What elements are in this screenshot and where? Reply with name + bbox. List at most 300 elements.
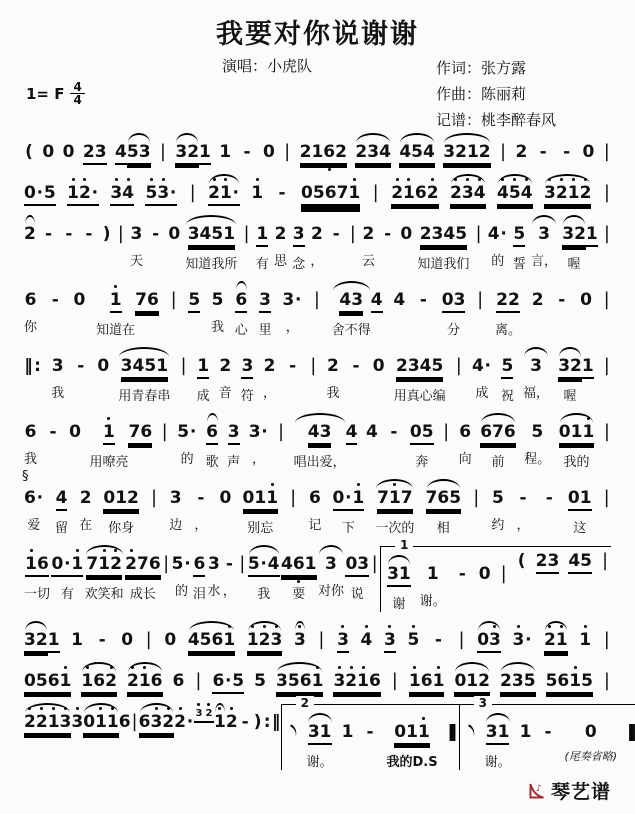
note-token xyxy=(447,711,457,742)
note-token xyxy=(292,213,305,272)
barline xyxy=(194,660,202,691)
note-token xyxy=(115,131,127,165)
note-digits: 0 1 2 xyxy=(103,488,139,511)
note-digits: | xyxy=(371,553,378,574)
lyric: 用嘹亮 xyxy=(89,455,129,470)
note-digits: 4 xyxy=(56,488,68,511)
note-token xyxy=(380,213,395,244)
note-token xyxy=(301,172,348,206)
note-digits: 4 3 xyxy=(339,290,363,313)
barline xyxy=(277,411,285,442)
note-token xyxy=(263,701,281,732)
note-token xyxy=(497,172,533,206)
note-digits: 2 3 4 xyxy=(450,183,486,206)
note-digits: 2 1 6 2 xyxy=(300,142,347,165)
note-digits: - xyxy=(51,290,59,310)
note-digits: 0 xyxy=(372,356,385,376)
note-token xyxy=(536,131,551,162)
note-digits: 1 xyxy=(251,183,264,203)
note-digits: - xyxy=(390,422,398,442)
note-digits: 3 1 xyxy=(308,722,332,745)
note-digits: - xyxy=(384,224,392,244)
note-token xyxy=(454,660,490,694)
note-digits: - xyxy=(434,630,442,650)
note-digits: ‖ : xyxy=(24,356,41,376)
lyric: 声 xyxy=(227,455,241,470)
note-token xyxy=(559,131,574,162)
note-digits: | xyxy=(500,563,507,584)
lyric: 我 xyxy=(24,452,38,467)
lyric: 分 xyxy=(447,323,461,338)
note-token xyxy=(263,131,275,162)
lyric: 成长 xyxy=(129,587,156,602)
time-signature xyxy=(70,81,84,106)
lyric: 舍不得 xyxy=(331,323,371,338)
lyric: 一次的 xyxy=(375,521,415,536)
note-digits: 2 1 xyxy=(544,630,568,653)
note-token xyxy=(177,411,197,467)
note-digits: 3 4 xyxy=(110,183,134,206)
logo-text: 琴艺谱 xyxy=(550,781,611,803)
note-group xyxy=(115,131,151,165)
note-digits: 4 3 xyxy=(308,422,332,445)
note-token xyxy=(532,279,544,310)
note-token xyxy=(450,172,486,206)
note-token xyxy=(22,469,44,533)
note-token xyxy=(24,279,37,335)
note-token xyxy=(199,131,211,165)
note-token xyxy=(24,213,36,244)
note-digits: | xyxy=(391,670,398,691)
key-signature xyxy=(26,81,85,106)
note-digits: 6 xyxy=(206,422,218,445)
note-token xyxy=(127,660,163,694)
note-token xyxy=(536,540,560,574)
note-token xyxy=(400,213,412,244)
lyric: 心 xyxy=(234,323,248,338)
note-digits: | xyxy=(603,141,610,162)
lyric: 约 xyxy=(491,518,505,533)
note-digits: 0 1 2 xyxy=(454,671,490,694)
volta-bracket xyxy=(281,696,459,770)
note-token xyxy=(193,543,206,602)
note-token xyxy=(523,345,549,401)
credit-right-column xyxy=(436,55,556,133)
note-token xyxy=(121,619,133,650)
note-digits: 2 · xyxy=(174,712,194,732)
note-digits: 1 xyxy=(519,722,532,742)
barline xyxy=(317,619,325,650)
note-token xyxy=(24,172,56,206)
note-digits: 6 3 2 xyxy=(139,712,175,735)
note-token xyxy=(348,172,360,206)
note-digits: 2 3 4 5 xyxy=(420,224,467,247)
note-digits: 3 xyxy=(530,356,542,376)
note-digits: 0 1 1 xyxy=(243,488,279,511)
note-digits: 1 xyxy=(579,630,592,650)
note-digits: 2 2 1 3 xyxy=(24,712,71,735)
note-digits: 1 xyxy=(582,356,594,379)
note-token xyxy=(513,619,533,650)
barline xyxy=(117,213,125,244)
note-token xyxy=(24,345,42,376)
note-digits: - xyxy=(152,224,160,244)
note-token xyxy=(394,345,446,404)
note-digits: 0 3 xyxy=(477,630,501,653)
lyric: 符 xyxy=(240,389,254,404)
page-title: 我要对你说谢谢 xyxy=(216,19,419,50)
note-token xyxy=(500,660,536,694)
note-digits: 3 2 1 6 xyxy=(333,671,380,694)
note-digits: | xyxy=(603,223,610,244)
note-token xyxy=(520,711,532,742)
note-token xyxy=(48,619,60,653)
note-digits: 4 6 1 xyxy=(281,554,317,577)
note-token xyxy=(580,279,592,310)
score-line xyxy=(24,411,611,470)
note-digits: 5 3 · xyxy=(145,183,177,206)
lyric: 向 xyxy=(458,452,472,467)
note-digits: 0 5 6 7 xyxy=(301,183,348,206)
lyric: ， xyxy=(194,518,208,533)
note-token xyxy=(175,131,199,165)
note-digits: | xyxy=(170,289,177,310)
note-token xyxy=(74,279,86,310)
transcriber: 记谱：桃李醉春风 xyxy=(436,111,557,129)
volta-label: 2 xyxy=(296,696,314,710)
volta-bracket xyxy=(380,538,611,612)
note-digits: - xyxy=(352,356,360,376)
note-digits: 5 xyxy=(211,290,224,310)
note-token xyxy=(342,711,354,742)
note-digits: 0 xyxy=(219,488,232,508)
note-token xyxy=(83,131,107,165)
lyric: 云 xyxy=(361,254,375,269)
note-digits: | xyxy=(603,355,610,376)
note-token xyxy=(568,477,592,536)
note-digits: 1 xyxy=(256,224,268,247)
lyric: 水 xyxy=(207,584,221,599)
barline xyxy=(603,131,611,162)
note-token xyxy=(24,701,71,735)
lyric: ， xyxy=(222,584,236,599)
note-token xyxy=(373,345,385,376)
note-digits: 2 xyxy=(274,224,287,244)
note-group xyxy=(89,411,152,470)
note-token xyxy=(495,279,521,338)
barline xyxy=(475,213,483,244)
note-digits: 5 xyxy=(501,356,513,379)
lyric: 对你 xyxy=(317,584,344,599)
note-digits: 5 xyxy=(188,290,200,313)
score-line xyxy=(24,696,635,770)
lyric: 的 xyxy=(491,254,505,269)
note-digits: | xyxy=(318,629,325,650)
lyric: 誓 xyxy=(512,257,526,272)
note-digits: 6 xyxy=(24,422,37,442)
note-token xyxy=(46,411,61,442)
lyric: 有 xyxy=(60,587,74,602)
lyric: 我 xyxy=(326,386,340,401)
note-digits: | xyxy=(310,355,317,376)
note-digits: | xyxy=(239,553,246,574)
lyric: 留 xyxy=(55,521,69,536)
note-token xyxy=(554,279,569,310)
note-digits: 3 xyxy=(169,488,182,508)
note-digits: 3 4 5 1 xyxy=(188,224,235,247)
barline xyxy=(603,345,611,376)
note-token xyxy=(544,619,568,653)
note-digits: 3 2 1 2 xyxy=(443,142,490,165)
note-token xyxy=(48,279,63,310)
note-digits: - xyxy=(197,488,205,508)
lyric: 知道在 xyxy=(96,323,136,338)
note-token xyxy=(386,411,401,442)
note-token xyxy=(110,172,134,206)
note-digits: - xyxy=(539,142,547,162)
note-token xyxy=(89,411,128,470)
lyric: 成 xyxy=(196,389,210,404)
note-digits: 0 5 xyxy=(410,422,434,445)
note-digits: ( xyxy=(517,551,526,571)
note-group xyxy=(562,213,598,272)
note-digits: 4 · xyxy=(487,224,507,244)
note-digits: 5 3 xyxy=(127,142,151,165)
note-digits: 0 xyxy=(62,142,75,162)
note-digits: 2 xyxy=(310,224,323,244)
note-token xyxy=(249,411,269,467)
note-token xyxy=(329,213,344,244)
note-digits: 0 xyxy=(168,224,181,244)
composer: 作曲：陈丽莉 xyxy=(436,85,527,103)
note-digits: | xyxy=(603,487,610,508)
note-token xyxy=(51,543,83,602)
note-token xyxy=(544,172,591,206)
note-digits: 2 1 6 2 xyxy=(391,183,438,206)
barline xyxy=(159,131,167,162)
key-label: 1= F xyxy=(26,84,65,103)
note-digits: 1 xyxy=(71,630,83,650)
note-digits: 0 xyxy=(121,630,134,650)
note-token xyxy=(472,345,492,401)
note-token xyxy=(443,131,490,165)
note-token xyxy=(300,131,347,165)
note-digits: 3 · xyxy=(512,630,532,650)
note-digits: 0 xyxy=(69,422,81,442)
note-token xyxy=(219,345,232,401)
note-token xyxy=(81,660,117,694)
note-digits: 2 xyxy=(263,356,276,376)
note-digits: | xyxy=(189,182,196,203)
note-token xyxy=(148,213,163,244)
note-token xyxy=(281,543,317,602)
note-digits: | xyxy=(458,629,465,650)
note-group xyxy=(294,411,358,470)
note-digits: - xyxy=(241,712,249,732)
note-token xyxy=(71,701,83,732)
note-digits: 6 xyxy=(24,290,37,310)
note-token xyxy=(41,213,56,244)
note-token xyxy=(333,477,365,536)
note-token xyxy=(426,477,462,536)
barline xyxy=(131,701,139,732)
note-digits: | xyxy=(145,629,152,650)
note-digits: 6 · xyxy=(24,488,44,508)
note-digits: 1 xyxy=(48,630,60,653)
note-digits: - xyxy=(366,722,374,742)
note-token xyxy=(517,540,527,571)
note-token xyxy=(240,131,255,162)
performer: 演唱：小虎队 xyxy=(222,57,313,75)
score-body xyxy=(22,131,635,770)
note-token xyxy=(391,172,438,206)
lyric: 下 xyxy=(341,521,355,536)
note-digits: - xyxy=(278,183,286,203)
note-digits: 1 2 · xyxy=(67,183,99,206)
note-digits: 3 xyxy=(325,554,337,574)
note-digits: | xyxy=(180,355,187,376)
note-digits: 3 · xyxy=(282,290,302,310)
note-token xyxy=(387,711,438,770)
note-digits: 0 xyxy=(478,564,491,584)
lyric: 的 xyxy=(180,452,194,467)
note-token xyxy=(513,213,526,272)
note-token xyxy=(194,701,214,727)
note-token xyxy=(174,701,194,732)
logo-note-icon: ♪ xyxy=(535,783,542,794)
note-digits: 1 xyxy=(219,142,232,162)
note-token xyxy=(355,131,391,165)
lyric: ， xyxy=(516,518,530,533)
lyric: 我 xyxy=(257,587,271,602)
lyric: 知道我们 xyxy=(417,257,470,272)
note-token xyxy=(431,619,446,650)
note-digits: | xyxy=(499,141,507,162)
note-digits: 1 xyxy=(103,422,115,445)
note-digits: - xyxy=(563,142,571,162)
note-digits: 1 6 2 xyxy=(81,671,117,694)
note-digits: 3 2 1 2 xyxy=(544,183,591,206)
note-digits: 3 xyxy=(293,224,305,247)
lyric: 谢。 xyxy=(419,594,446,609)
note-digits: - xyxy=(558,290,566,310)
note-token xyxy=(243,477,279,536)
note-digits: 5 xyxy=(254,671,266,691)
note-token xyxy=(81,213,96,244)
note-token xyxy=(480,411,516,470)
note-digits: 5 · 4 xyxy=(248,554,280,577)
barline xyxy=(500,553,508,584)
lyric: 离。 xyxy=(494,323,521,338)
note-token xyxy=(188,619,235,653)
note-digits: 1 6 xyxy=(25,554,49,577)
note-token xyxy=(226,701,238,732)
note-token xyxy=(95,619,110,650)
lyric: 有 xyxy=(255,257,269,272)
note-digits: 3 2 xyxy=(194,708,214,723)
note-digits: 3 xyxy=(207,554,220,574)
note-token xyxy=(583,131,595,162)
note-token xyxy=(73,345,88,376)
note-token xyxy=(542,477,557,508)
lyric: 欢笑和 xyxy=(84,587,124,602)
note-digits: | xyxy=(603,670,610,691)
note-digits: ‖ xyxy=(626,722,635,742)
note-digits: 0 xyxy=(584,722,597,742)
lyric: 天 xyxy=(129,254,143,269)
note-group xyxy=(558,345,594,404)
note-digits: 0 1 1 xyxy=(83,712,119,735)
note-token xyxy=(24,411,37,467)
note-digits: 2 xyxy=(79,488,92,508)
note-token xyxy=(515,131,527,162)
note-token xyxy=(208,172,240,206)
score-line xyxy=(24,619,611,653)
note-digits: 4 5 4 xyxy=(497,183,533,206)
barline xyxy=(499,131,507,162)
note-token xyxy=(256,213,269,272)
slide-icon xyxy=(288,711,298,736)
note-digits: | xyxy=(473,487,480,508)
note-token xyxy=(546,660,593,694)
note-digits: | xyxy=(603,421,610,442)
note-digits: | xyxy=(603,629,610,650)
note-token xyxy=(524,411,550,467)
note-token xyxy=(626,711,635,742)
note-group xyxy=(96,279,159,338)
note-token xyxy=(310,213,323,269)
note-token xyxy=(212,660,244,694)
note-digits: 5 xyxy=(407,630,420,650)
note-digits: 5 6 1 5 xyxy=(546,671,593,694)
note-digits: 0 · 1 xyxy=(51,554,83,577)
lyric: 我 xyxy=(51,386,65,401)
note-token xyxy=(485,711,511,770)
note-group xyxy=(301,172,360,206)
note-digits: | xyxy=(159,141,166,162)
note-digits: | xyxy=(161,421,168,442)
barline xyxy=(371,543,379,574)
note-digits: 3 xyxy=(130,224,143,244)
note-digits: - xyxy=(225,554,233,574)
lyric: 奔 xyxy=(415,455,429,470)
note-token xyxy=(479,553,491,584)
note-digits: | xyxy=(372,182,379,203)
barline xyxy=(458,619,466,650)
note-digits: 0 1 xyxy=(568,488,592,511)
note-digits: 4 xyxy=(393,290,406,310)
note-token xyxy=(375,477,414,536)
lyric: 前 xyxy=(491,455,505,470)
note-digits: 7 6 xyxy=(135,290,159,313)
note-token xyxy=(253,701,263,732)
note-digits: 2 xyxy=(362,224,375,244)
note-digits: 3 2 xyxy=(24,630,48,653)
volta-label: 3 xyxy=(474,696,492,710)
note-digits: | xyxy=(195,670,202,691)
note-digits: 5 · xyxy=(177,422,197,442)
note-digits: 4 xyxy=(365,422,378,442)
note-token xyxy=(235,279,248,338)
note-token xyxy=(582,345,594,379)
note-digits: 0 3 xyxy=(345,554,369,577)
barline xyxy=(603,619,611,650)
note-digits: 2 1 · xyxy=(208,183,240,206)
note-token xyxy=(366,411,378,442)
lyric: 用青春串 xyxy=(118,389,171,404)
score-line xyxy=(24,131,611,165)
lyric: 言， xyxy=(531,254,558,269)
